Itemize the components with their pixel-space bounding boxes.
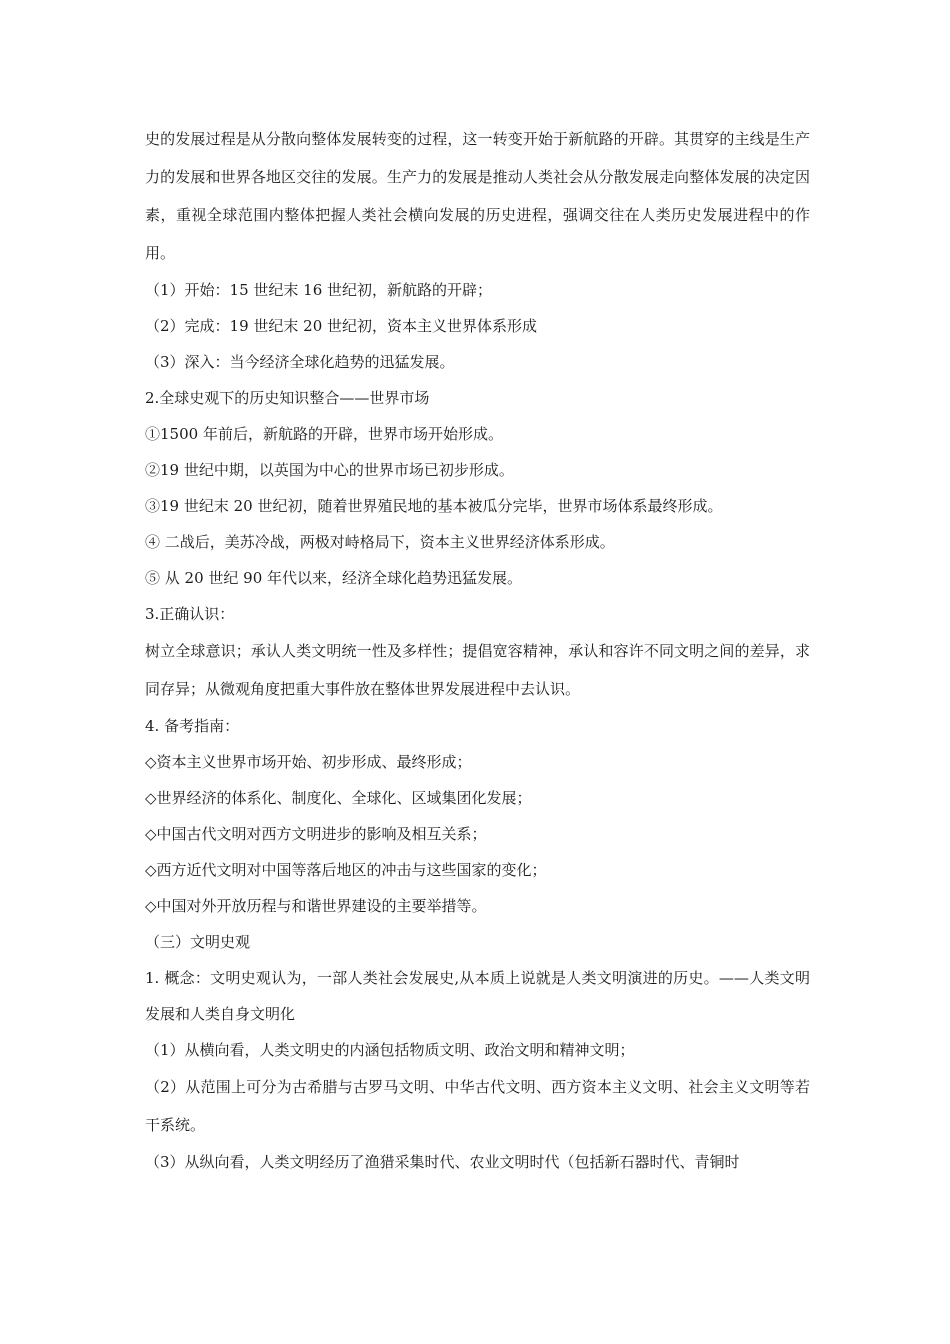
market-item-1: ①1500 年前后，新航路的开辟，世界市场开始形成。 [145,425,503,443]
market-item-2: ②19 世纪中期，以英国为中心的世界市场已初步形成。 [145,461,514,479]
concept-paragraph: 1. 概念：文明史观认为，一部人类社会发展史,从本质上说就是人类文明演进的历史。——人类文明发展和人类自身文明化 [145,969,810,1023]
guide-item-1: ◇资本主义世界市场开始、初步形成、最终形成； [145,753,472,771]
section-3-heading: 3.正确认识： [145,605,235,623]
market-item-3: ③19 世纪末 20 世纪初，随着世界殖民地的基本被瓜分完毕，世界市场体系最终形成。 [145,497,723,515]
guide-item-5: ◇中国对外开放历程与和谐世界建设的主要举措等。 [145,897,487,915]
stage-item-deepen: （3）深入：当今经济全球化趋势的迅猛发展。 [145,353,455,371]
guide-item-3: ◇中国古代文明对西方文明进步的影响及相互关系； [145,825,487,843]
section-4-heading: 4. 备考指南： [145,717,240,735]
guide-item-4: ◇西方近代文明对中国等落后地区的冲击与这些国家的变化； [145,861,547,879]
section-2-heading: 2.全球史观下的历史知识整合——世界市场 [145,389,430,407]
stage-item-complete: （2）完成：19 世纪末 20 世纪初，资本主义世界体系形成 [145,317,538,335]
concept-item-1: （1）从横向看，人类文明史的内涵包括物质文明、政治文明和精神文明； [145,1041,635,1059]
stage-item-start: （1）开始：15 世纪末 16 世纪初，新航路的开辟； [145,281,493,299]
market-item-5: ⑤ 从 20 世纪 90 年代以来，经济全球化趋势迅猛发展。 [145,569,523,587]
guide-item-2: ◇世界经济的体系化、制度化、全球化、区域集团化发展； [145,789,532,807]
document-body [145,120,810,1180]
market-item-4: ④ 二战后，美苏冷战，两极对峙格局下，资本主义世界经济体系形成。 [145,533,615,551]
concept-item-3: （3）从纵向看，人类文明经历了渔猎采集时代、农业文明时代（包括新石器时代、青铜时 [145,1153,740,1171]
intro-paragraph: 史的发展过程是从分散向整体发展转变的过程，这一转变开始于新航路的开辟。其贯穿的主线是生产力的发展和世界各地区交往的发展。生产力的发展是推动人类社会从分散发展走向整体发展的决定因素，重视全球范围内整体把握人类社会横向发展的历史进程，强调交往在人类历史发展进程中的作用。 [145,130,810,262]
section-3-paragraph: 树立全球意识；承认人类文明统一性及多样性；提倡宽容精神，承认和容许不同文明之间的差异，求同存异；从微观角度把重大事件放在整体世界发展进程中去认识。 [145,642,810,698]
concept-item-2: （2）从范围上可分为古希腊与古罗马文明、中华古代文明、西方资本主义文明、社会主义文明等若干系统。 [145,1078,810,1134]
part-3-heading: （三）文明史观 [145,933,251,951]
